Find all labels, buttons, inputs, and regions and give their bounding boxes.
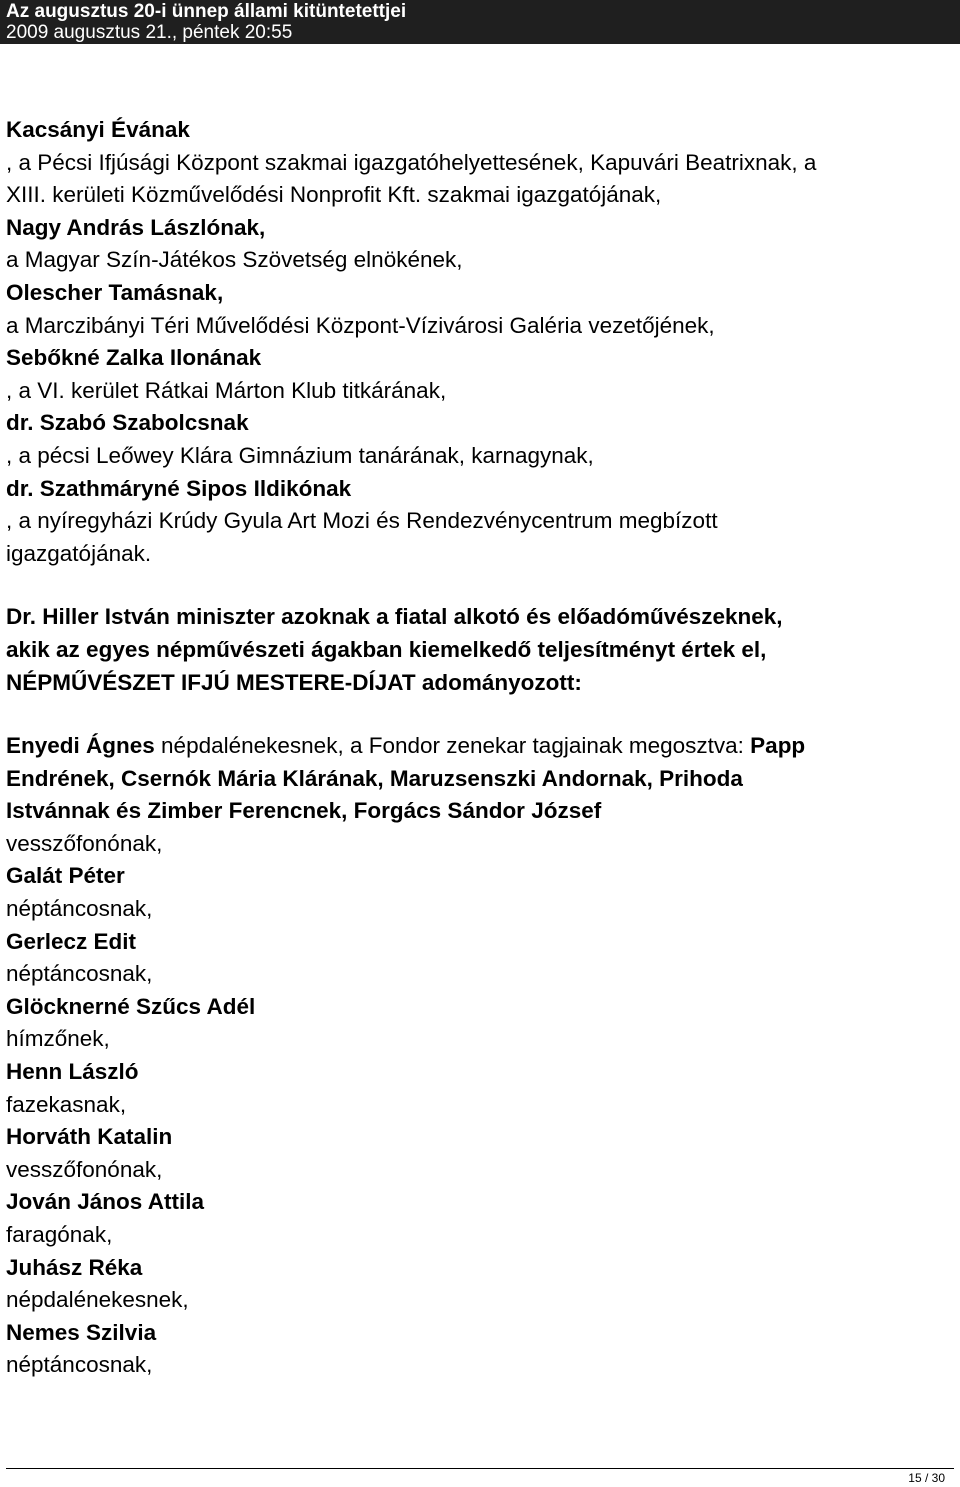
text-line: faragónak, xyxy=(6,1222,113,1247)
awardee-name: dr. Szathmáryné Sipos Ildikónak xyxy=(6,475,352,501)
awardee-name: Istvánnak és Zimber Ferencnek, Forgács Sándor József xyxy=(6,798,602,824)
text-line: , a pécsi Leőwey Klára Gimnázium tanárának, karnagynak, xyxy=(6,442,594,468)
awardee-name: Juhász Réka xyxy=(6,1254,143,1280)
intro-line xyxy=(6,730,951,763)
text-line: fazekasnak, xyxy=(6,1091,127,1117)
awardee-name: Jován János Attila xyxy=(6,1189,204,1215)
awardee-name: Nemes Szilvia xyxy=(6,1319,157,1345)
awardee-name: NÉPMŰVÉSZET IFJÚ MESTERE-DÍJAT adományozott: xyxy=(6,669,582,695)
awardee-list-2 xyxy=(6,730,951,1382)
text-line: néptáncosnak, xyxy=(6,1352,153,1378)
awardee-name: Gerlecz Edit xyxy=(6,928,137,954)
awardee-name: akik az egyes népművészeti ágakban kiemelkedő teljesítményt értek el, xyxy=(6,636,767,662)
document-title: Az augusztus 20-i ünnep állami kitüntetettjei xyxy=(6,1,407,22)
page-header xyxy=(0,0,960,44)
awardee-name: Papp xyxy=(750,733,806,759)
awardee-name: Dr. Hiller István miniszter azoknak a fiatal alkotó és előadóművészeknek, xyxy=(6,604,783,630)
document-date: 2009 augusztus 21., péntek 20:55 xyxy=(6,22,293,43)
text-line: , a Pécsi Ifjúsági Központ szakmai igazgatóhelyettesének, Kapuvári Beatrixnak, a xyxy=(6,149,817,175)
page-number: 15 / 30 xyxy=(908,1471,945,1485)
text-line: a Marczibányi Téri Művelődési Központ-Vízivárosi Galéria vezetőjének, xyxy=(6,312,715,338)
text-line: néptáncosnak, xyxy=(6,896,153,922)
text-line: néptáncosnak, xyxy=(6,961,153,987)
awardee-name: Galát Péter xyxy=(6,863,125,889)
footer-divider xyxy=(6,1468,954,1469)
awardee-name: Horváth Katalin xyxy=(6,1124,173,1150)
awardee-name: Endrének, Csernók Mária Klárának, Maruzsenszki Andornak, Prihoda xyxy=(6,765,743,791)
text-line: hímzőnek, xyxy=(6,1026,110,1052)
awardee-name: dr. Szabó Szabolcsnak xyxy=(6,410,249,436)
text-line: vesszőfonónak, xyxy=(6,830,163,856)
text-line: igazgatójának. xyxy=(6,540,152,566)
text-line: , a VI. kerület Rátkai Márton Klub titkárának, xyxy=(6,377,447,403)
text-line: népdalénekesnek, xyxy=(6,1287,189,1313)
text-line: , a nyíregyházi Krúdy Gyula Art Mozi és Rendezvénycentrum megbízott xyxy=(6,508,718,534)
awardee-list-1 xyxy=(6,114,951,570)
award-description: népdalénekesnek, a Fondor zenekar tagjainak megosztva: xyxy=(154,733,751,759)
awardee-name: Henn László xyxy=(6,1059,139,1085)
awardee-name: Sebőkné Zalka Ilonának xyxy=(6,345,262,371)
awardee-name: Olescher Tamásnak, xyxy=(6,279,224,305)
text-line: vesszőfonónak, xyxy=(6,1156,163,1182)
document-body xyxy=(6,114,951,1382)
awardee-name: Glöcknerné Szűcs Adél xyxy=(6,993,256,1019)
awardee-name: Kacsányi Évának xyxy=(6,117,190,142)
text-line: a Magyar Szín-Játékos Szövetség elnökének, xyxy=(6,247,463,273)
award-announcement xyxy=(6,601,951,699)
text-line: XIII. kerületi Közművelődési Nonprofit Kft. szakmai igazgatójának, xyxy=(6,182,662,208)
awardee-name: Enyedi Ágnes xyxy=(6,733,155,759)
awardee-name: Nagy András Lászlónak, xyxy=(6,214,266,240)
